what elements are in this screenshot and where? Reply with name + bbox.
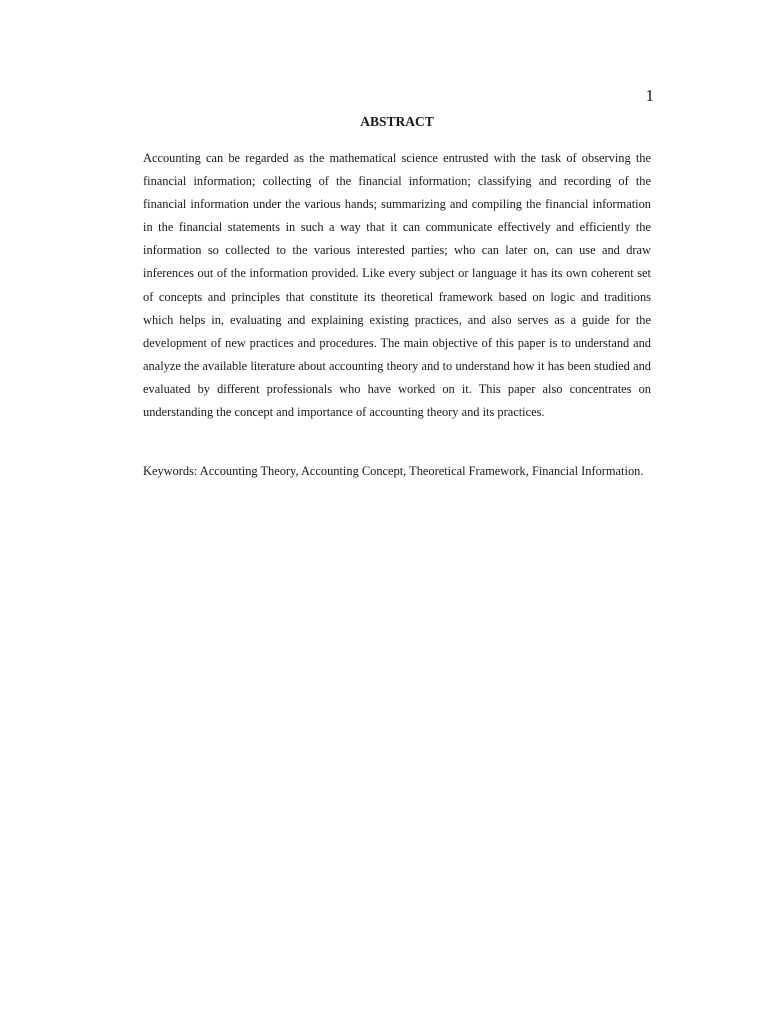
abstract-heading: ABSTRACT — [360, 114, 434, 129]
page-number: 1 — [645, 86, 654, 105]
keywords-paragraph: Keywords: Accounting Theory, Accounting Concept, Theoretical Framework, Financial Information. — [143, 464, 644, 478]
abstract-paragraph: Accounting can be regarded as the mathematical science entrusted with the task of observing the financial information; collecting of the financial information; classifying and recording of the financial information under the various hands; summarizing and compiling the financial information in the financial statements in such a way that it can communicate effectively and efficiently the information so collected to the various interested parties; who can later on, can use and draw inferences out of the information provided. Like every subject or language it has its own coherent set of concepts and principles that constitute its theoretical framework based on logic and traditions which helps in, evaluating and explaining existing practices, and also serves as a guide for the development of new practices and procedures. The main objective of this paper is to understand and analyze the available literature about accounting theory and to understand how it has been studied and evaluated by different professionals who have worked on it. This paper also concentrates on understanding the concept and importance of accounting theory and its practices. — [143, 151, 651, 420]
